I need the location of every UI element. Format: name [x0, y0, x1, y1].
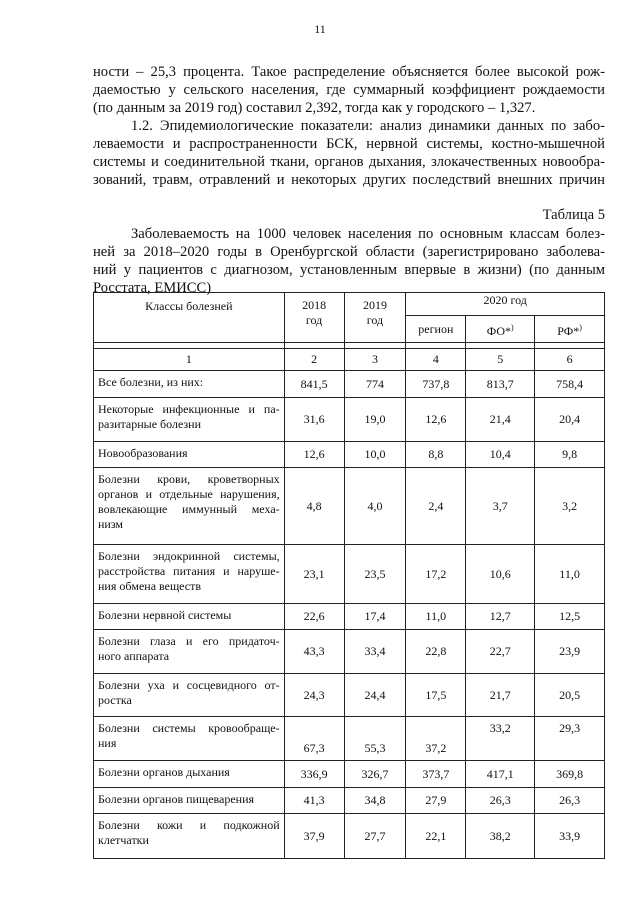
disease-class-line: Болезни крови, кроветворных — [98, 472, 280, 486]
disease-class-line: Болезни глаза и его придаточ- — [98, 634, 280, 648]
header-rf — [535, 316, 605, 343]
value-2019: 34,8 — [344, 788, 406, 814]
value-2020-fo: 33,2 — [466, 717, 535, 761]
value-2020-region: 373,7 — [406, 761, 466, 788]
value-2020-region: 22,8 — [406, 630, 466, 674]
header-disease-classes: Классы болезней — [94, 293, 285, 343]
value-2020-rf: 3,2 — [535, 468, 605, 545]
caption-line: Заболеваемость на 1000 человек населения по основным классам болез- — [131, 226, 605, 242]
column-number: 4 — [406, 349, 466, 371]
value-2020-rf: 23,9 — [535, 630, 605, 674]
value-2020-region: 17,5 — [406, 674, 466, 717]
value-2020-region: 737,8 — [406, 371, 466, 398]
value-2018: 67,3 — [284, 717, 344, 761]
column-number: 5 — [466, 349, 535, 371]
value-2018: 31,6 — [284, 398, 344, 442]
value-2020-fo: 813,7 — [466, 371, 535, 398]
column-number: 3 — [344, 349, 406, 371]
disease-class-name — [94, 717, 285, 761]
text-line: зований, травм, отравлений и некоторых других последствий внешних причин — [93, 172, 605, 188]
header-fo-text: ФО* — [486, 323, 512, 338]
column-number: 2 — [284, 349, 344, 371]
text-line: ности – 25,3 процента. Такое распределение объясняется более высокой рож- — [93, 64, 605, 80]
table-row — [94, 788, 605, 814]
disease-class-name — [94, 468, 285, 545]
table-row — [94, 674, 605, 717]
value-2020-rf: 20,4 — [535, 398, 605, 442]
header-2018-word: год — [305, 313, 323, 327]
table-row — [94, 398, 605, 442]
disease-class-line: Болезни уха и сосцевидного от- — [98, 678, 280, 692]
caption-line: ний у пациентов с диагнозом, установленным впервые в жизни) (по данным — [93, 262, 605, 278]
value-2018: 37,9 — [284, 814, 344, 859]
value-2020-fo: 3,7 — [466, 468, 535, 545]
column-numbers-row — [94, 349, 605, 371]
value-2020-fo: 10,6 — [466, 545, 535, 604]
disease-class-line: ного аппарата — [98, 649, 170, 663]
value-2020-region: 17,2 — [406, 545, 466, 604]
disease-class-name — [94, 398, 285, 442]
disease-class-line: органов и отдельные нарушения, — [98, 487, 280, 501]
text-line: (по данным за 2019 год) составил 2,392, тогда как у городского – 1,327. — [93, 100, 536, 116]
value-2020-rf: 29,3 — [535, 717, 605, 761]
disease-class-line: Все болезни, из них: — [98, 375, 204, 389]
page-number: 11 — [314, 22, 326, 36]
disease-class-line: ния обмена веществ — [98, 579, 202, 593]
header-2018-year: 2018 — [302, 298, 327, 312]
column-number: 6 — [535, 349, 605, 371]
text-line: даемостью у сельского населения, где суммарный коэффициент рождаемости — [93, 82, 605, 98]
table-row — [94, 717, 605, 761]
header-fo-sup: ) — [511, 322, 514, 332]
header-region: регион — [406, 316, 466, 343]
disease-class-name — [94, 604, 285, 630]
disease-class-line: клетчатки — [98, 833, 149, 847]
value-2020-region: 27,9 — [406, 788, 466, 814]
value-2018: 4,8 — [284, 468, 344, 545]
disease-class-line: ростка — [98, 693, 132, 707]
value-2020-region: 2,4 — [406, 468, 466, 545]
table-row — [94, 371, 605, 398]
disease-class-line: Болезни органов дыхания — [98, 765, 230, 779]
disease-class-line: Болезни нервной системы — [98, 608, 232, 622]
value-2020-rf: 33,9 — [535, 814, 605, 859]
table-row — [94, 630, 605, 674]
disease-class-line: Болезни органов пищеварения — [98, 792, 255, 806]
value-2020-rf: 369,8 — [535, 761, 605, 788]
morbidity-table — [93, 292, 605, 859]
header-fo — [466, 316, 535, 343]
value-2019: 27,7 — [344, 814, 406, 859]
value-2018: 841,5 — [284, 371, 344, 398]
value-2018: 24,3 — [284, 674, 344, 717]
disease-class-line: Новообразования — [98, 446, 188, 460]
text-line: леваемости и распространенности БСК, нервной системы, костно-мышечной — [93, 136, 605, 152]
header-2020: 2020 год — [406, 293, 605, 316]
value-2019: 4,0 — [344, 468, 406, 545]
disease-class-line: Болезни эндокринной системы, — [98, 549, 280, 563]
value-2020-rf: 26,3 — [535, 788, 605, 814]
value-2020-rf: 9,8 — [535, 442, 605, 468]
paragraph-birth-rate — [93, 63, 605, 117]
disease-class-name — [94, 630, 285, 674]
value-2019: 774 — [344, 371, 406, 398]
text-line: системы и соединительной ткани, органов дыхания, злокачественных новообра- — [93, 154, 605, 170]
disease-class-name — [94, 788, 285, 814]
table-row — [94, 814, 605, 859]
value-2019: 55,3 — [344, 717, 406, 761]
value-2018: 12,6 — [284, 442, 344, 468]
value-2020-region: 8,8 — [406, 442, 466, 468]
caption-line: Росстата, ЕМИСС) — [93, 280, 212, 296]
header-rf-text: РФ* — [557, 323, 580, 338]
disease-class-name — [94, 371, 285, 398]
value-2018: 41,3 — [284, 788, 344, 814]
table-row — [94, 442, 605, 468]
value-2019: 24,4 — [344, 674, 406, 717]
value-2020-fo: 417,1 — [466, 761, 535, 788]
caption-line: ней за 2018–2020 годы в Оренбургской области (зарегистрировано заболева- — [93, 244, 605, 260]
disease-class-name — [94, 814, 285, 859]
value-2019: 23,5 — [344, 545, 406, 604]
value-2020-fo: 12,7 — [466, 604, 535, 630]
value-2020-fo: 21,4 — [466, 398, 535, 442]
disease-class-name — [94, 674, 285, 717]
disease-class-name — [94, 442, 285, 468]
value-2020-rf: 11,0 — [535, 545, 605, 604]
disease-class-name — [94, 545, 285, 604]
paragraph-section-1-2 — [93, 117, 605, 189]
header-2019-word: год — [366, 313, 384, 327]
disease-class-line: расстройства питания и наруше- — [98, 564, 280, 578]
header-2019 — [344, 293, 406, 343]
table-row — [94, 761, 605, 788]
disease-class-line: Некоторые инфекционные и па- — [98, 402, 280, 416]
header-2018 — [284, 293, 344, 343]
table-row — [94, 545, 605, 604]
disease-class-line: Болезни кожи и подкожной — [98, 818, 280, 832]
value-2019: 19,0 — [344, 398, 406, 442]
value-2018: 43,3 — [284, 630, 344, 674]
disease-class-line: вовлекающие иммунный меха- — [98, 502, 280, 516]
text-line: 1.2. Эпидемиологические показатели: анализ динамики данных по забо- — [131, 118, 605, 134]
value-2018: 336,9 — [284, 761, 344, 788]
value-2020-rf: 20,5 — [535, 674, 605, 717]
value-2020-fo: 10,4 — [466, 442, 535, 468]
disease-class-line: разитарные болезни — [98, 417, 202, 431]
value-2020-region: 37,2 — [406, 717, 466, 761]
value-2020-region: 12,6 — [406, 398, 466, 442]
value-2020-region: 22,1 — [406, 814, 466, 859]
table-caption — [93, 225, 605, 297]
value-2019: 10,0 — [344, 442, 406, 468]
value-2019: 17,4 — [344, 604, 406, 630]
value-2020-fo: 26,3 — [466, 788, 535, 814]
value-2020-rf: 12,5 — [535, 604, 605, 630]
value-2018: 22,6 — [284, 604, 344, 630]
value-2019: 33,4 — [344, 630, 406, 674]
disease-class-name — [94, 761, 285, 788]
value-2020-rf: 758,4 — [535, 371, 605, 398]
value-2020-region: 11,0 — [406, 604, 466, 630]
value-2019: 326,7 — [344, 761, 406, 788]
value-2018: 23,1 — [284, 545, 344, 604]
value-2020-fo: 21,7 — [466, 674, 535, 717]
disease-class-line: низм — [98, 517, 124, 531]
disease-class-line: ния — [98, 736, 117, 750]
table-label: Таблица 5 — [542, 207, 605, 223]
table-row — [94, 468, 605, 545]
disease-class-line: Болезни системы кровообраще- — [98, 721, 280, 735]
table-row — [94, 604, 605, 630]
header-2019-year: 2019 — [362, 298, 387, 312]
value-2020-fo: 38,2 — [466, 814, 535, 859]
column-number: 1 — [94, 349, 285, 371]
header-rf-sup: ) — [579, 322, 582, 332]
value-2020-fo: 22,7 — [466, 630, 535, 674]
